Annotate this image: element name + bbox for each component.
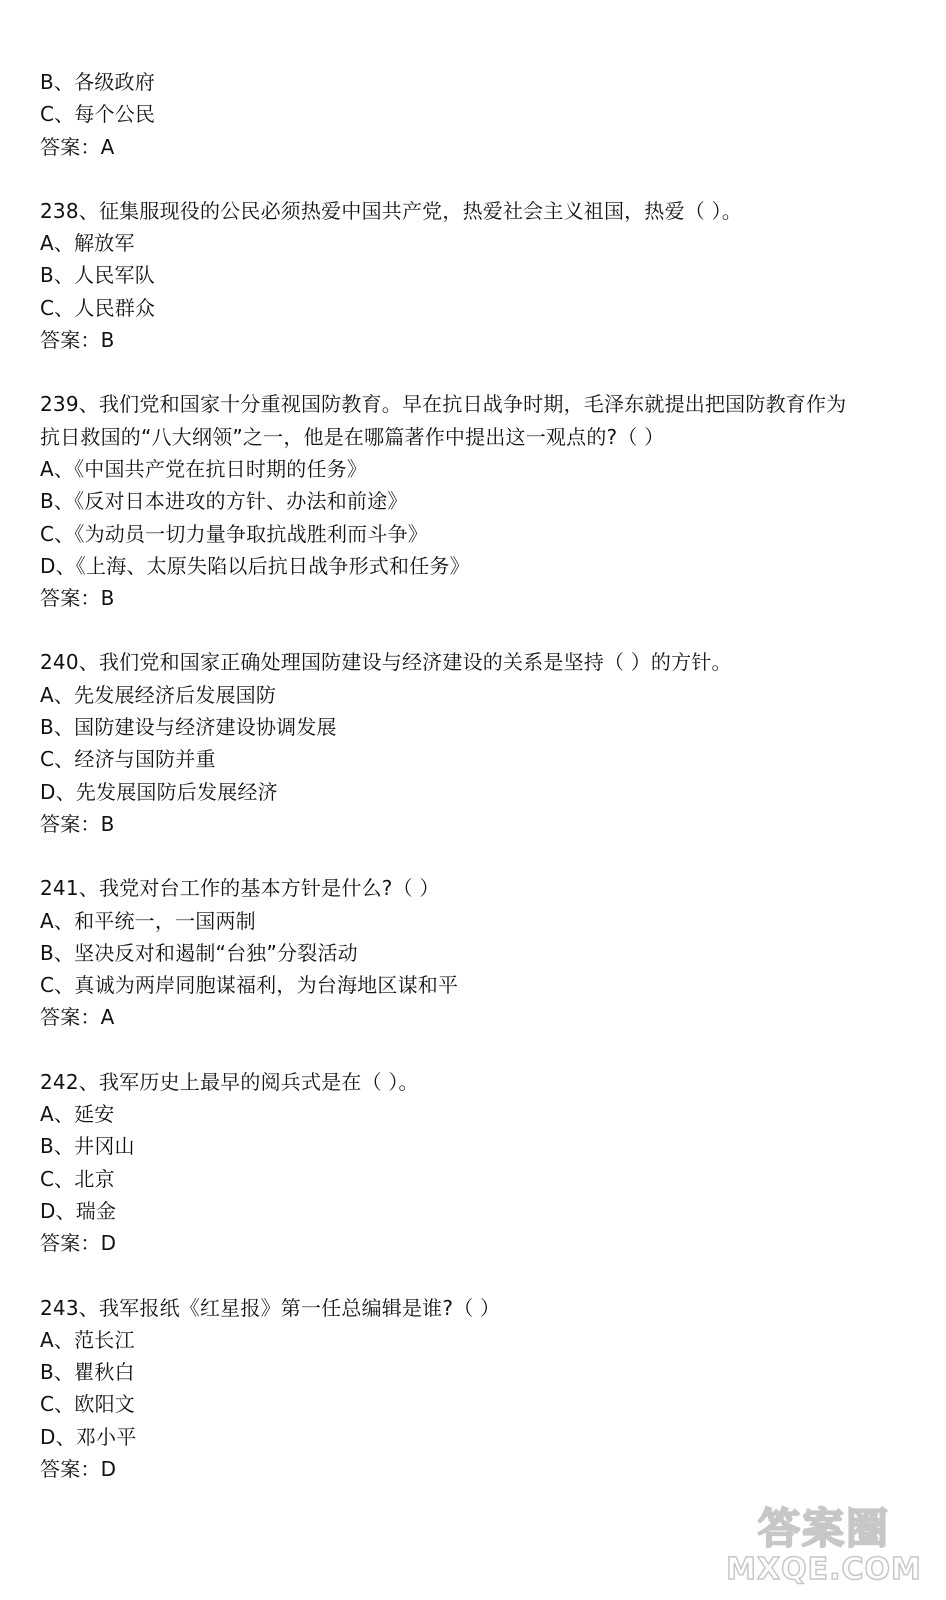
watermark-logo-mark: [724, 1500, 924, 1552]
text-line: C、每个公民: [40, 102, 156, 127]
answer-line: 答案：A: [40, 1005, 115, 1030]
text-line: C、北京: [40, 1166, 115, 1191]
answer-line: 答案：B: [40, 811, 115, 836]
text-line: C、人民群众: [40, 295, 156, 320]
answer-line: 答案：D: [40, 1456, 117, 1481]
text-line: D、瑞金: [40, 1198, 117, 1223]
text-line: D、先发展国防后发展经济: [40, 779, 278, 804]
text-line: A、范长江: [40, 1327, 135, 1352]
text-line: A、延安: [40, 1102, 115, 1127]
answer-line: 答案：A: [40, 134, 115, 159]
spacer: [40, 614, 920, 646]
text-line: D、《上海、太原失陷以后抗日战争形式和任务》: [40, 553, 470, 578]
text-line: B、井冈山: [40, 1134, 135, 1159]
text-line: C、经济与国防并重: [40, 747, 216, 772]
spacer: [40, 1260, 920, 1292]
answer-line: 答案：B: [40, 586, 115, 611]
spacer: [40, 163, 920, 195]
question-243: 243、我军报纸《红星报》第一任总编辑是谁?（ ）: [40, 1295, 501, 1320]
question-240: 240、我们党和国家正确处理国防建设与经济建设的关系是坚持（ ）的方针。: [40, 650, 732, 675]
text-line: B、各级政府: [40, 70, 155, 94]
watermark-logo-text: 答案圈: [757, 1504, 890, 1553]
text-line: C、真诚为两岸同胞谋福利，为台海地区谋和平: [40, 973, 459, 998]
text-line: D、邓小平: [40, 1424, 137, 1449]
question-239: 239、我们党和国家十分重视国防教育。早在抗日战争时期，毛泽东就提出把国防教育作为: [40, 392, 847, 417]
text-line: B、国防建设与经济建设协调发展: [40, 715, 337, 740]
text-line: B、坚决反对和遏制“台独”分裂活动: [40, 940, 358, 965]
answer-line: 答案：B: [40, 328, 115, 353]
text-line: B、瞿秋白: [40, 1360, 135, 1385]
question-242: 242、我军历史上最早的阅兵式是在（ ）。: [40, 1069, 419, 1094]
question-238: 238、征集服现役的公民必须热爱中国共产党，热爱社会主义祖国，热爱（ ）。: [40, 198, 742, 223]
text-line: A、和平统一，一国两制: [40, 908, 256, 933]
text-line: A、《中国共产党在抗日时期的任务》: [40, 456, 368, 481]
spacer: [40, 1034, 920, 1066]
spacer: [40, 840, 920, 872]
question-list: [40, 66, 920, 1485]
text-line: B、人民军队: [40, 263, 155, 288]
watermark-logo: [724, 1500, 924, 1592]
text-line: A、先发展经济后发展国防: [40, 682, 277, 707]
text-line: B、《反对日本进攻的方针、办法和前途》: [40, 489, 408, 514]
watermark-site-text: MXQE.COM: [726, 1552, 922, 1587]
answer-line: 答案：D: [40, 1231, 117, 1256]
spacer: [40, 356, 920, 388]
text-line: C、欧阳文: [40, 1392, 135, 1417]
question-239-cont: 抗日救国的“八大纲领”之一，他是在哪篇著作中提出这一观点的?（ ）: [40, 424, 665, 449]
text-line: A、解放军: [40, 231, 135, 256]
question-241: 241、我党对台工作的基本方针是什么?（ ）: [40, 876, 440, 901]
text-line: C、《为动员一切力量争取抗战胜利而斗争》: [40, 521, 428, 546]
